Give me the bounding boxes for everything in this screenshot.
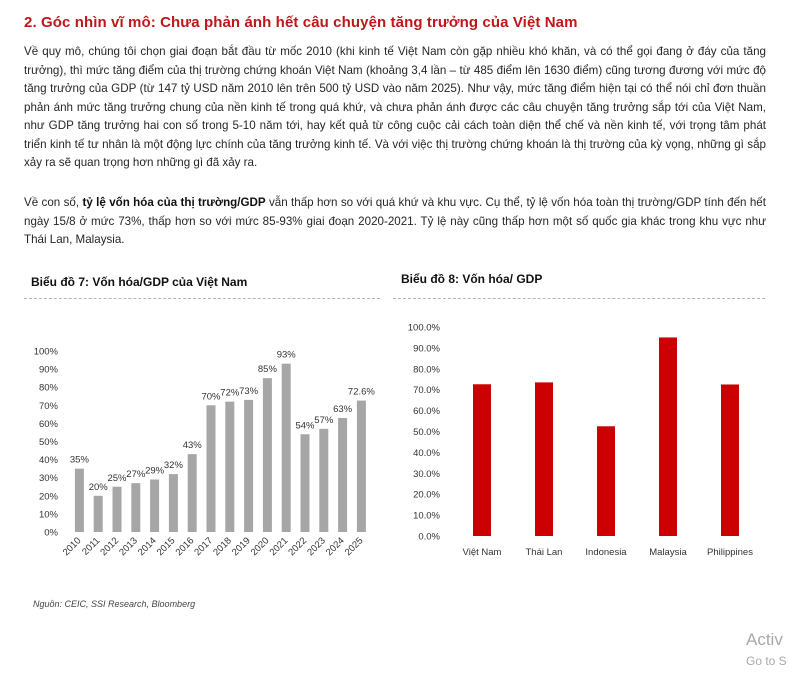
bar (150, 480, 159, 532)
bar (188, 454, 197, 532)
y-tick-label: 100.0% (407, 322, 440, 334)
x-tick-label: 2012 (98, 535, 122, 559)
y-tick-label: 80.0% (413, 364, 440, 376)
bar (721, 384, 739, 536)
bar (338, 418, 347, 532)
bar (473, 384, 491, 536)
y-tick-label: 100% (33, 346, 58, 358)
y-tick-label: 10.0% (413, 510, 440, 522)
bar (207, 405, 216, 532)
data-label: 54% (295, 420, 315, 432)
x-tick-label: 2010 (60, 535, 84, 559)
x-tick-label: 2011 (80, 535, 103, 558)
paragraph-rest: vẫn thấp hơn so với quá khứ và khu vực. Cụ thể, tỷ lệ vốn hóa toàn thị trường/GDP tính đến hết ngày 15/8 ở mức 73%, thấp hơn so với mức 85-93% giai đoạn 2020-2021. Tỷ lệ này cũng thấp hơn một số quốc gia khác trong khu vực như Thái Lan, Malaysia. (24, 196, 766, 246)
bar (131, 483, 140, 532)
data-label: 27% (126, 469, 146, 481)
data-label: 35% (69, 454, 89, 466)
source-note: Nguồn: CEIC, SSI Research, Bloomberg (33, 599, 196, 609)
figure8-title: Biểu đồ 8: Vốn hóa/ GDP (401, 272, 543, 286)
bar (263, 378, 272, 532)
y-tick-label: 10% (38, 509, 58, 521)
y-tick-label: 20% (38, 491, 58, 503)
data-label: 73% (239, 385, 259, 397)
y-tick-label: 60.0% (413, 406, 440, 418)
data-label: 43% (182, 440, 202, 452)
y-tick-label: 70.0% (413, 385, 440, 397)
x-tick-label: 2021 (267, 535, 291, 559)
x-tick-label: 2025 (342, 535, 366, 559)
y-tick-label: 40.0% (413, 447, 440, 459)
y-tick-label: 80% (38, 382, 58, 394)
data-label: 25% (107, 472, 127, 484)
x-tick-label: Thái Lan (525, 547, 563, 558)
x-tick-label: 2020 (248, 535, 272, 559)
x-tick-label: Indonesia (585, 547, 627, 558)
paragraph-market-cap-ratio (24, 194, 766, 250)
bar (535, 382, 553, 536)
x-tick-label: 2013 (117, 535, 140, 559)
bar (597, 426, 615, 536)
y-tick-label: 50.0% (413, 427, 440, 438)
section-heading: 2. Góc nhìn vĩ mô: Chưa phản ánh hết câu chuyện tăng trưởng của Việt Nam (24, 14, 578, 31)
x-tick-label: Philippines (707, 547, 753, 558)
activation-watermark-line2: Go to S (746, 654, 787, 668)
data-label: 85% (257, 364, 277, 376)
figure7-title: Biểu đồ 7: Vốn hóa/GDP của Việt Nam (31, 275, 248, 289)
data-label: 32% (163, 460, 183, 472)
paragraph-bold-term: tỷ lệ vốn hóa của thị trường/GDP (82, 196, 266, 209)
data-label: 70% (201, 391, 221, 403)
data-label: 20% (88, 481, 108, 493)
x-tick-label: Việt Nam (462, 547, 502, 558)
y-tick-label: 90% (38, 364, 58, 376)
x-tick-label: 2014 (135, 535, 159, 559)
data-label: 57% (314, 414, 334, 426)
data-label: 93% (276, 349, 296, 361)
x-tick-label: 2019 (229, 535, 253, 559)
bar (169, 474, 178, 532)
data-label: 72.6% (347, 386, 375, 398)
data-label: 72% (220, 387, 240, 399)
y-tick-label: 20.0% (413, 489, 440, 501)
y-tick-label: 90.0% (413, 343, 440, 355)
bar (113, 487, 122, 532)
x-tick-label: Malaysia (649, 547, 687, 558)
bar (225, 402, 234, 532)
bar (75, 469, 84, 532)
data-label: 29% (145, 465, 165, 477)
figure8-divider (393, 298, 765, 299)
y-tick-label: 0.0% (418, 531, 440, 543)
paragraph-intro: Về con số, (24, 196, 83, 209)
paragraph-market-scale: Về quy mô, chúng tôi chọn giai đoạn bắt đầu từ mốc 2010 (khi kinh tế Việt Nam còn gặp nhiều khó khăn, và có thể gọi đang ở đáy của tăng trưởng), thì mức tăng điểm của thị trường chứng khoán Việt Nam (khoảng 3,4 lần – từ 485 điểm lên 1630 điểm) cũng tương đương với mức độ tăng trưởng của GDP (từ 147 tỷ USD năm 2010 lên trên 500 tỷ USD vào năm 2025). Như vậy, mức tăng điểm hiện tại có thể nói chỉ đơn thuần phản ánh mức tăng trưởng chung của nền kinh tế trong quá khứ, và chưa phản ánh được các câu chuyện tăng trưởng sắp tới của Việt Nam, như GDP tăng trưởng hai con số trong 5-10 năm tới, hay kết quả từ công cuộc cải cách toàn diện thể chế và nền kinh tế, với trọng tâm phát triển kinh tế tư nhân là một động lực chính của tăng trưởng kinh tế. Và với việc thị trường chứng khoán là thị trường của kỳ vọng, những gì sắp xảy ra sẽ quan trọng hơn những gì đã xảy ra. (24, 45, 766, 169)
x-tick-label: 2015 (154, 535, 178, 559)
figure7-divider (24, 298, 380, 299)
x-tick-label: 2018 (211, 535, 234, 559)
chart-vn-market-cap-gdp (0, 300, 395, 590)
bar (319, 429, 328, 532)
x-tick-label: 2024 (323, 535, 347, 559)
bar (301, 434, 310, 532)
y-tick-label: 30% (38, 473, 58, 485)
bar (244, 400, 253, 532)
activation-watermark-line1: Activ (746, 630, 783, 649)
bar (357, 401, 366, 532)
x-tick-label: 2016 (173, 535, 197, 559)
y-tick-label: 70% (38, 400, 58, 412)
chart-regional-market-cap-gdp (393, 300, 773, 590)
y-tick-label: 0% (44, 527, 58, 539)
bar (282, 364, 291, 532)
y-tick-label: 40% (38, 455, 58, 467)
y-tick-label: 60% (38, 418, 58, 430)
y-tick-label: 50% (38, 437, 58, 448)
data-label: 63% (333, 403, 353, 415)
bar (659, 337, 677, 536)
y-tick-label: 30.0% (413, 468, 440, 480)
x-tick-label: 2022 (286, 535, 310, 559)
x-tick-label: 2023 (305, 535, 328, 559)
bar (94, 496, 103, 532)
x-tick-label: 2017 (192, 535, 216, 559)
